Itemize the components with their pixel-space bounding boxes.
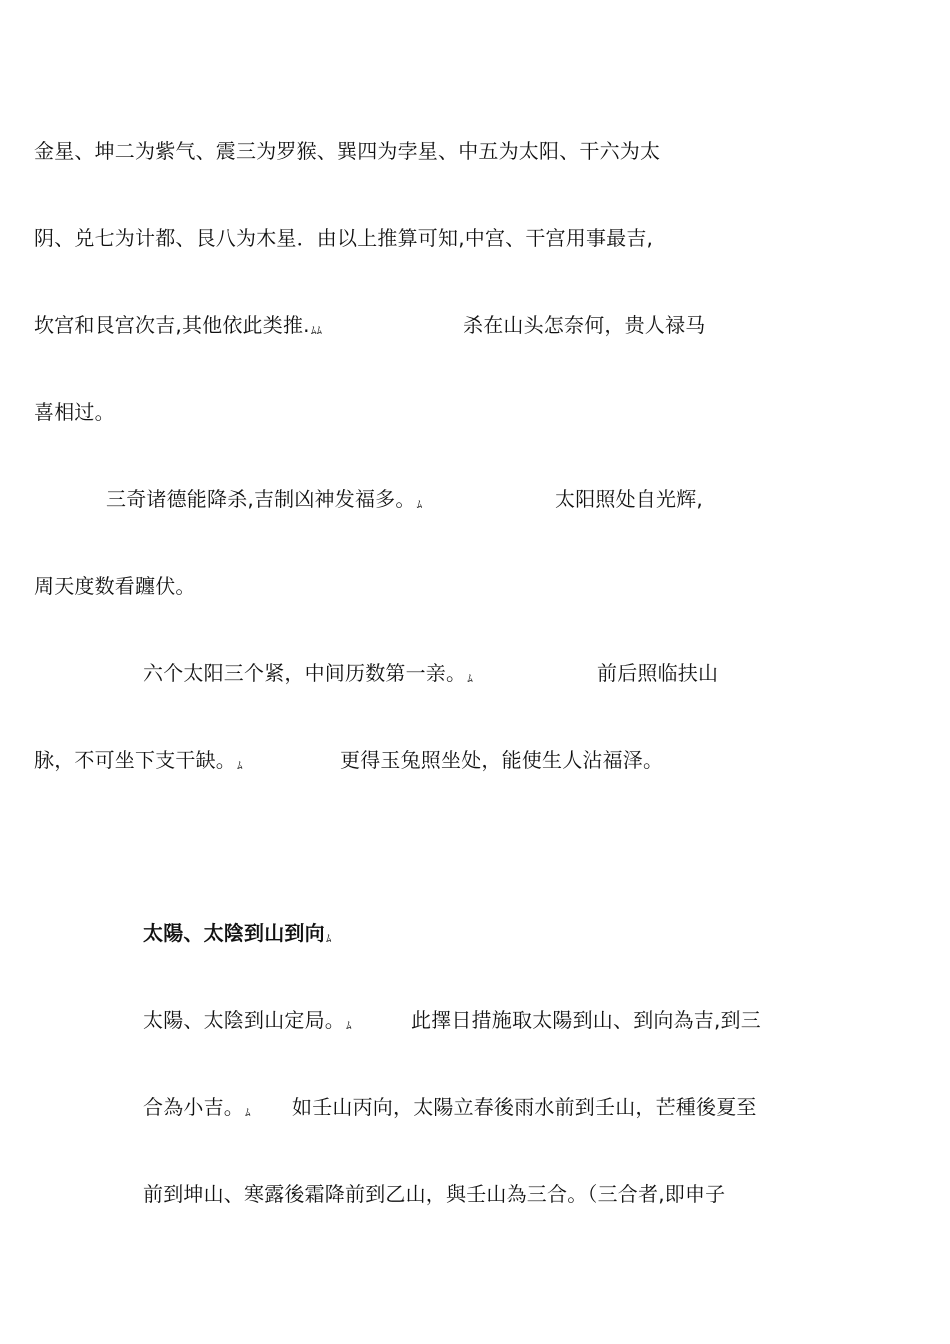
- text-run: 此擇日措施取太陽到山、到向為吉,到三: [411, 1008, 761, 1032]
- text-run: 合為小吉。: [143, 1095, 244, 1119]
- text-line: [34, 226, 653, 250]
- paragraph-mark: ﾑ: [416, 498, 423, 511]
- text-run: 更得玉兔照坐处，能使生人沾福泽。: [340, 748, 664, 772]
- text-run: 太陽、太陰到山定局。: [143, 1008, 345, 1032]
- text-line: [597, 661, 718, 685]
- text-run: 脉，不可坐下支干缺。: [34, 748, 236, 772]
- text-line: [34, 400, 115, 424]
- text-line: [143, 1182, 725, 1206]
- paragraph-mark: ﾑﾑ: [310, 324, 323, 337]
- text-run: 金星、坤二为紫气、震三为罗猴、巽四为孛星、中五为太阳、干六为太: [34, 139, 661, 163]
- paragraph-mark: ﾑ: [467, 672, 473, 685]
- paragraph-mark: ﾑ: [325, 932, 332, 945]
- text-line: [292, 1095, 757, 1119]
- text-line: [463, 313, 705, 337]
- text-line: [555, 487, 703, 511]
- paragraph-mark: ﾑ: [346, 1019, 352, 1032]
- section-heading: [143, 921, 332, 951]
- text-run: 如壬山丙向，太陽立春後雨水前到壬山，芒種後夏至: [292, 1095, 757, 1119]
- text-line: [34, 313, 322, 343]
- paragraph-mark: ﾑ: [237, 759, 243, 772]
- text-run: 三奇诸德能降杀,吉制凶神发福多。: [106, 487, 416, 511]
- text-line: [411, 1008, 761, 1032]
- text-line: [34, 574, 196, 598]
- text-run: 喜相过。: [34, 400, 115, 424]
- text-line: [106, 487, 422, 517]
- text-run: 太阳照处自光辉,: [555, 487, 703, 511]
- text-line: [143, 1008, 352, 1038]
- text-run: 杀在山头怎奈何，贵人禄马: [463, 313, 706, 337]
- text-run: 坎宫和艮宫次吉,其他依此类推.: [34, 313, 310, 337]
- text-line: [34, 748, 243, 778]
- text-run: 周天度数看躔伏。: [34, 574, 196, 598]
- text-line: [34, 139, 660, 163]
- text-line: [143, 661, 473, 691]
- heading-text: 太陽、太陰到山到向: [143, 921, 325, 945]
- text-run: 前到坤山、寒露後霜降前到乙山，與壬山為三合。（三合者,即申子: [143, 1182, 726, 1206]
- paragraph-mark: ﾑ: [245, 1106, 251, 1119]
- text-line: [143, 1095, 251, 1125]
- text-run: 六个太阳三个紧，中间历数第一亲。: [143, 661, 467, 685]
- text-run: 前后照临扶山: [597, 661, 719, 685]
- text-run: 阴、兑七为计都、艮八为木星．由以上推算可知,中宫、干宫用事最吉,: [34, 226, 654, 250]
- text-line: [340, 748, 663, 772]
